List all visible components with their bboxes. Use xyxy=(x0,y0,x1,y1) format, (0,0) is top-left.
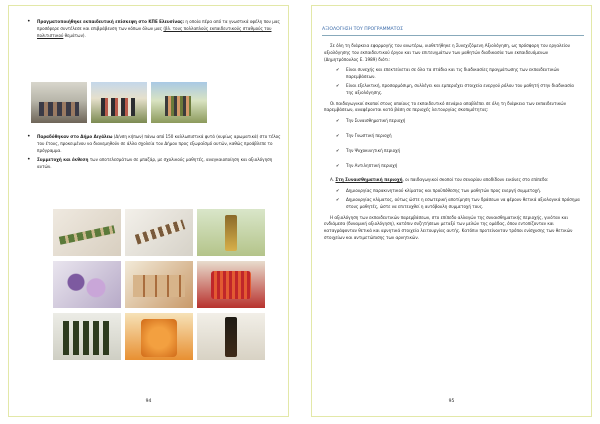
products-photo-row-3 xyxy=(53,313,265,360)
check-list xyxy=(324,67,580,96)
paragraph-prefix: Α. xyxy=(330,177,336,183)
paragraph: Οι παιδαγωγικοί σκοποί στους οποίους το εκπαιδευτικό σενάριο απαβλέπει σε όλη τη διάρκεια των εκπαιδευτικών παρεμβάσεων, αναφέρονται κατά βάση σε περιοχές λειτουργίας σκοπιμότητας: xyxy=(324,100,567,113)
products-photo-row-2 xyxy=(53,261,265,308)
garden-visit-photo xyxy=(151,82,207,123)
bullet-text: η οποία πέρα από τα γνωστικά οφέλη που μας προσέφερε συντέλεσε και επιβράβευση των κόπων όλων μας xyxy=(37,19,280,31)
page-number: 95 xyxy=(448,399,455,404)
bullet-text: (Δ/νση κήπων) πάνω από 150 καλλωπιστικά φυτά (κυρίως αρωματικά) στο τέλος του έτους, προκειμένου να διανεμηθούν σε άλλα σχολεία του Δήμου προς εξωραϊσμό αυτών, καθώς προάβλεπε το πρόγραμμα. xyxy=(37,134,281,153)
herb-bottles-photo xyxy=(53,209,121,256)
right-page xyxy=(311,5,592,417)
check-item: ✔ Είναι εξελικτική, προσαρμόσιμη, συλλέγει και εμπεριέχει στοιχεία ενεργού ρόλου του μαθητή στην διαδικασία της αξιολόγησης. xyxy=(324,83,580,97)
bullet-underlined: (βλ. τους πολλαπλούς εκπαιδευτικούς σταθμούς του πολιτιστικού xyxy=(37,25,272,38)
bullet-bold-lead: Συμμετοχή και έκθεση xyxy=(37,157,89,163)
paragraph-rest: , οι παιδαγωγικοί σκοποί του σεναρίου αποδίδουν εικόνες στο επίπεδο: xyxy=(402,177,549,183)
left-bullet-list xyxy=(23,19,281,42)
check-item: ✔ Δημιουργίας παρακινητικού κλίματος και προϋπόθεσης των μαθητών προς ενεργή συμμετοχή. xyxy=(324,188,580,195)
paragraph xyxy=(324,177,580,184)
dried-chili-photo xyxy=(197,261,265,308)
check-item: ✔ Δημιουργίας κλίματος, ούτως ώστε η εσωτερική αποτίμηση των δράσεων να φέρουν θετικά αξιολογικά πρόσημα στους μαθητές, ώστε να επιτευχθεί η αυτόβουλη συμμετοχή τους. xyxy=(324,197,580,211)
bullet-text: των αποτελεσμάτων σε μπαζάρ, με σχολικούς μαθητές, αναγκαιοποίηση και αξιολόγηση αυτών. xyxy=(37,157,273,170)
wine-bottle-photo xyxy=(197,313,265,360)
left-bullet-list-2 xyxy=(23,134,281,174)
bullet-bold-lead: Παραδόθηκαν στο Δήμο Αιγάλεω xyxy=(37,134,113,139)
bullet-tail: θεμάτων). xyxy=(63,32,86,38)
classroom-photo xyxy=(31,82,87,123)
visit-photo-row xyxy=(31,82,207,123)
olive-oil-bottles-photo xyxy=(53,313,121,360)
check-item: ✔ Την Γνωστική περιοχή xyxy=(324,133,580,140)
check-list xyxy=(324,188,580,210)
bullet-bold-lead: Πραγματοποιήθηκε εκπαιδευτική επίσκεψη στο ΚΠΕ Ελευσίνας: xyxy=(37,19,185,24)
page-number: 94 xyxy=(145,399,152,404)
products-photo-row-1 xyxy=(53,209,265,256)
herb-sticks-photo xyxy=(125,209,193,256)
check-item: ✔ Είναι συνεχής και επεκτείνεται σε όλα τα στάδια και τις διαδικασίες πραγμάτωσης των εκπαιδευτικών παρεμβάσεων. xyxy=(324,67,580,81)
left-page xyxy=(8,5,289,417)
bullet-item xyxy=(23,134,281,154)
right-body xyxy=(324,43,580,246)
lavender-sachets-photo xyxy=(53,261,121,308)
soap-bars-photo xyxy=(125,261,193,308)
section-title: ΑΞΙΟΛΟΓΗΣΗ ΤΟΥ ΠΡΟΓΡΑΜΜΑΤΟΣ xyxy=(322,25,584,36)
outdoor-group-photo xyxy=(91,82,147,123)
check-item: ✔ Την Ψυχοκινητική περιοχή xyxy=(324,148,580,155)
check-list xyxy=(324,118,580,169)
paragraph: Η αξιολόγηση των εκπαιδευτικών παρεμβάσεων, στο επίπεδο αλλαγών της συναισθηματικής περιοχής, γινόταν και ενδιάμεσα (δυναμική αξιολόγηση), κατόπιν συζητήσεων μεταξύ των μελών της ομάδας, όπου εντοπίζονταν και καταγράφονταν θετικά και αρνητικά στοιχεία λειτουργίας αυτής. Κατόπιν προτείνονταν τρόποι ενίσχυσης των θετικών στοιχείων και αντιμετώπισης των αρνητικών. xyxy=(324,214,573,240)
preserve-jar-photo xyxy=(125,313,193,360)
bullet-item xyxy=(23,157,281,171)
check-item: ✔ Την Αντιληπτική περιοχή xyxy=(324,163,580,170)
check-item: ✔ Την Συναισθηματική περιοχή xyxy=(324,118,580,125)
bullet-item xyxy=(23,19,281,39)
paragraph-underlined: Στη Συναισθηματική περιοχή xyxy=(335,177,403,183)
paragraph: Σε όλη τη διάρκεια εφαρμογής του ανωτέρω, υιοθετήθηκε η Συνεχιζόμενη Αξιολόγηση, ως πρόσφορη του εργαλείου αξιολόγησης του εκπαιδευτικού έργου και των επιτευγμάτων των μαθητών διαδικασία των εκπαιδευόμενων (Δημητρόπουλος Ε. 1989) διότι: xyxy=(324,43,570,62)
oil-bottle-photo xyxy=(197,209,265,256)
